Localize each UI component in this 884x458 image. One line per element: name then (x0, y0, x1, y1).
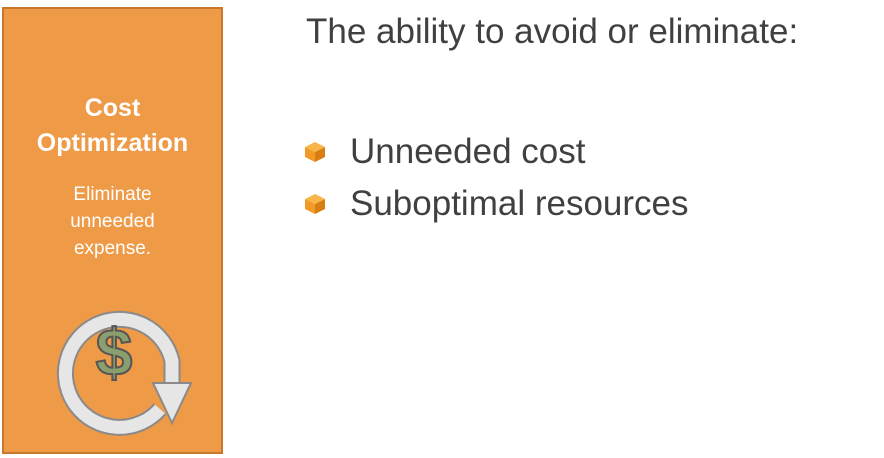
pillar-title-line: Cost (84, 94, 141, 122)
pillar-title-line: Optimization (36, 129, 189, 157)
dollar-cycle-icon (52, 291, 192, 436)
dollar-symbol: $ (95, 315, 133, 389)
pillar-card (2, 7, 223, 454)
pillar-title (4, 91, 221, 161)
pillar-description-line: Eliminate (73, 184, 152, 205)
page-heading: The ability to avoid or eliminate: (306, 12, 799, 51)
bullet-text: Unneeded cost (350, 132, 586, 171)
list-item (304, 178, 689, 230)
cube-bullet-icon (304, 141, 326, 163)
bullet-text: Suboptimal resources (350, 184, 689, 223)
pillar-description-line: unneeded (70, 211, 155, 232)
cube-bullet-icon (304, 193, 326, 215)
pillar-description-line: expense. (73, 238, 152, 259)
bullet-list (304, 126, 689, 230)
pillar-description (4, 181, 221, 262)
list-item (304, 126, 689, 178)
